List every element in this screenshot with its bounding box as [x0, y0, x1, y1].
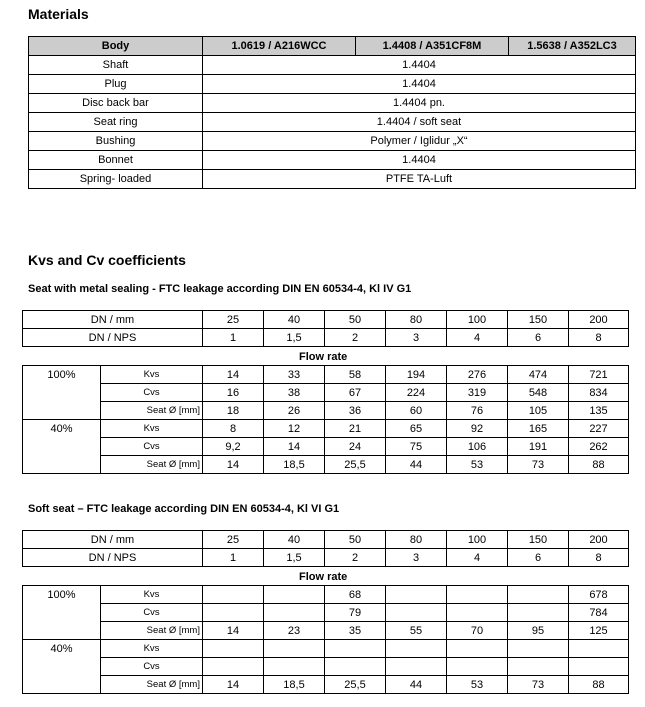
flow-value: 474	[508, 366, 569, 384]
flow-value: 14	[203, 622, 264, 640]
flow-group-label	[23, 622, 101, 640]
flow-value: 70	[447, 622, 508, 640]
materials-row-value: 1.4404	[203, 75, 636, 94]
materials-row-label: Bushing	[29, 132, 203, 151]
flow-value: 25,5	[325, 456, 386, 474]
flow-group-label	[23, 438, 101, 456]
flow-group-label	[23, 604, 101, 622]
flow-value: 276	[447, 366, 508, 384]
flow-group-label: 100%	[23, 586, 101, 604]
flow-value	[325, 640, 386, 658]
materials-row	[29, 132, 636, 151]
flow-row	[23, 456, 629, 474]
flow-value: 135	[569, 402, 629, 420]
flow-value: 76	[447, 402, 508, 420]
materials-header-col1: 1.0619 / A216WCC	[203, 37, 356, 56]
metal-dn-mm-row	[23, 311, 629, 329]
flow-value: 55	[386, 622, 447, 640]
dn-cell: 2	[325, 329, 386, 347]
flow-value: 191	[508, 438, 569, 456]
metal-dn-nps-row	[23, 329, 629, 347]
flow-value: 18,5	[264, 456, 325, 474]
flow-value	[325, 658, 386, 676]
dn-cell: 80	[386, 311, 447, 329]
soft-dn-table	[22, 530, 629, 567]
flow-value	[264, 604, 325, 622]
flow-value	[508, 640, 569, 658]
materials-row-label: Bonnet	[29, 151, 203, 170]
flow-value	[203, 604, 264, 622]
dn-cell: 200	[569, 531, 629, 549]
materials-header-col3: 1.5638 / A352LC3	[509, 37, 636, 56]
flow-param: Cvs	[101, 604, 203, 622]
flow-row	[23, 384, 629, 402]
materials-header-body: Body	[29, 37, 203, 56]
flow-value: 23	[264, 622, 325, 640]
metal-subtitle: Seat with metal sealing - FTC leakage according DIN EN 60534-4, Kl IV G1	[28, 283, 412, 295]
flow-value: 548	[508, 384, 569, 402]
soft-dn-nps-row	[23, 549, 629, 567]
flow-row	[23, 402, 629, 420]
flow-value: 106	[447, 438, 508, 456]
dn-cell: 200	[569, 311, 629, 329]
flow-value	[508, 586, 569, 604]
flow-group-label	[23, 676, 101, 694]
flow-value: 44	[386, 676, 447, 694]
flow-value: 125	[569, 622, 629, 640]
soft-flow-rate-label: Flow rate	[299, 571, 348, 583]
materials-row-label: Spring- loaded	[29, 170, 203, 189]
flow-value: 105	[508, 402, 569, 420]
flow-value	[569, 640, 629, 658]
flow-value	[203, 658, 264, 676]
materials-title: Materials	[28, 6, 89, 22]
flow-value: 65	[386, 420, 447, 438]
metal-flow-rate-label: Flow rate	[299, 351, 348, 363]
dn-mm-label: DN / mm	[23, 531, 203, 549]
materials-row-value: PTFE TA-Luft	[203, 170, 636, 189]
flow-value: 44	[386, 456, 447, 474]
flow-value: 26	[264, 402, 325, 420]
flow-value: 319	[447, 384, 508, 402]
kvs-title: Kvs and Cv coefficients	[28, 252, 186, 268]
flow-value: 38	[264, 384, 325, 402]
materials-row-label: Disc back bar	[29, 94, 203, 113]
flow-group-label: 40%	[23, 420, 101, 438]
materials-row	[29, 56, 636, 75]
flow-value: 18	[203, 402, 264, 420]
flow-value: 88	[569, 456, 629, 474]
flow-value: 58	[325, 366, 386, 384]
flow-value: 14	[203, 366, 264, 384]
flow-value: 165	[508, 420, 569, 438]
dn-cell: 8	[569, 549, 629, 567]
flow-group-label	[23, 402, 101, 420]
flow-value: 678	[569, 586, 629, 604]
soft-dn-mm-row	[23, 531, 629, 549]
flow-group-label: 100%	[23, 366, 101, 384]
dn-cell: 25	[203, 311, 264, 329]
flow-value: 227	[569, 420, 629, 438]
flow-value	[508, 604, 569, 622]
flow-value	[203, 586, 264, 604]
flow-row	[23, 438, 629, 456]
dn-cell: 1,5	[264, 329, 325, 347]
flow-value: 25,5	[325, 676, 386, 694]
flow-row	[23, 640, 629, 658]
dn-cell: 40	[264, 311, 325, 329]
flow-row	[23, 622, 629, 640]
materials-header-row	[29, 37, 636, 56]
flow-value: 53	[447, 456, 508, 474]
flow-value: 88	[569, 676, 629, 694]
flow-param: Kvs	[101, 586, 203, 604]
dn-mm-label: DN / mm	[23, 311, 203, 329]
dn-cell: 150	[508, 531, 569, 549]
flow-row	[23, 676, 629, 694]
flow-value: 35	[325, 622, 386, 640]
flow-value: 8	[203, 420, 264, 438]
flow-value	[386, 640, 447, 658]
dn-cell: 1,5	[264, 549, 325, 567]
materials-row-label: Seat ring	[29, 113, 203, 132]
flow-value	[203, 640, 264, 658]
flow-value: 36	[325, 402, 386, 420]
metal-flow-table	[22, 365, 629, 474]
flow-value: 721	[569, 366, 629, 384]
flow-param: Cvs	[101, 658, 203, 676]
flow-value	[264, 586, 325, 604]
flow-value	[386, 658, 447, 676]
flow-group-label	[23, 384, 101, 402]
flow-value: 67	[325, 384, 386, 402]
flow-value	[508, 658, 569, 676]
dn-cell: 150	[508, 311, 569, 329]
flow-value	[264, 658, 325, 676]
flow-param: Seat Ø [mm]	[101, 622, 203, 640]
flow-group-label: 40%	[23, 640, 101, 658]
flow-value: 12	[264, 420, 325, 438]
dn-nps-label: DN / NPS	[23, 329, 203, 347]
materials-row-value: 1.4404 / soft seat	[203, 113, 636, 132]
dn-cell: 80	[386, 531, 447, 549]
flow-value: 784	[569, 604, 629, 622]
soft-subtitle: Soft seat – FTC leakage according DIN EN 60534-4, Kl VI G1	[28, 503, 340, 515]
flow-value: 73	[508, 456, 569, 474]
flow-value	[386, 604, 447, 622]
flow-value: 9,2	[203, 438, 264, 456]
materials-row-value: Polymer / Iglidur „X“	[203, 132, 636, 151]
flow-param: Kvs	[101, 640, 203, 658]
flow-param: Kvs	[101, 420, 203, 438]
flow-value: 92	[447, 420, 508, 438]
flow-value: 60	[386, 402, 447, 420]
flow-value: 194	[386, 366, 447, 384]
flow-value	[264, 640, 325, 658]
flow-value: 33	[264, 366, 325, 384]
metal-dn-table	[22, 310, 629, 347]
flow-value: 262	[569, 438, 629, 456]
flow-value: 24	[325, 438, 386, 456]
materials-table	[28, 36, 636, 189]
flow-param: Seat Ø [mm]	[101, 456, 203, 474]
flow-row	[23, 420, 629, 438]
materials-row-value: 1.4404	[203, 151, 636, 170]
flow-value: 73	[508, 676, 569, 694]
materials-row-label: Plug	[29, 75, 203, 94]
flow-value	[447, 640, 508, 658]
materials-row	[29, 75, 636, 94]
materials-row-value: 1.4404 pn.	[203, 94, 636, 113]
flow-value: 14	[264, 438, 325, 456]
dn-cell: 50	[325, 311, 386, 329]
dn-cell: 3	[386, 549, 447, 567]
dn-cell: 25	[203, 531, 264, 549]
materials-row	[29, 94, 636, 113]
flow-row	[23, 658, 629, 676]
flow-value: 224	[386, 384, 447, 402]
dn-cell: 1	[203, 329, 264, 347]
materials-row	[29, 113, 636, 132]
flow-row	[23, 366, 629, 384]
flow-value: 95	[508, 622, 569, 640]
flow-value: 75	[386, 438, 447, 456]
materials-row	[29, 170, 636, 189]
dn-cell: 4	[447, 329, 508, 347]
flow-value	[386, 586, 447, 604]
flow-group-label	[23, 456, 101, 474]
flow-value: 79	[325, 604, 386, 622]
flow-value: 834	[569, 384, 629, 402]
flow-group-label	[23, 658, 101, 676]
flow-row	[23, 604, 629, 622]
flow-value	[447, 586, 508, 604]
flow-row	[23, 586, 629, 604]
flow-param: Seat Ø [mm]	[101, 676, 203, 694]
materials-header-col2: 1.4408 / A351CF8M	[356, 37, 509, 56]
flow-value: 14	[203, 456, 264, 474]
dn-cell: 6	[508, 549, 569, 567]
flow-value: 14	[203, 676, 264, 694]
dn-cell: 3	[386, 329, 447, 347]
dn-cell: 100	[447, 531, 508, 549]
flow-value	[447, 604, 508, 622]
flow-value: 53	[447, 676, 508, 694]
dn-cell: 50	[325, 531, 386, 549]
materials-row-value: 1.4404	[203, 56, 636, 75]
dn-cell: 8	[569, 329, 629, 347]
dn-cell: 4	[447, 549, 508, 567]
flow-param: Seat Ø [mm]	[101, 402, 203, 420]
dn-nps-label: DN / NPS	[23, 549, 203, 567]
flow-param: Cvs	[101, 438, 203, 456]
soft-flow-table	[22, 585, 629, 694]
materials-row-label: Shaft	[29, 56, 203, 75]
dn-cell: 1	[203, 549, 264, 567]
flow-value: 68	[325, 586, 386, 604]
dn-cell: 6	[508, 329, 569, 347]
dn-cell: 40	[264, 531, 325, 549]
dn-cell: 2	[325, 549, 386, 567]
flow-value: 16	[203, 384, 264, 402]
flow-value	[569, 658, 629, 676]
flow-value	[447, 658, 508, 676]
flow-param: Cvs	[101, 384, 203, 402]
flow-value: 21	[325, 420, 386, 438]
materials-row	[29, 151, 636, 170]
dn-cell: 100	[447, 311, 508, 329]
flow-value: 18,5	[264, 676, 325, 694]
flow-param: Kvs	[101, 366, 203, 384]
